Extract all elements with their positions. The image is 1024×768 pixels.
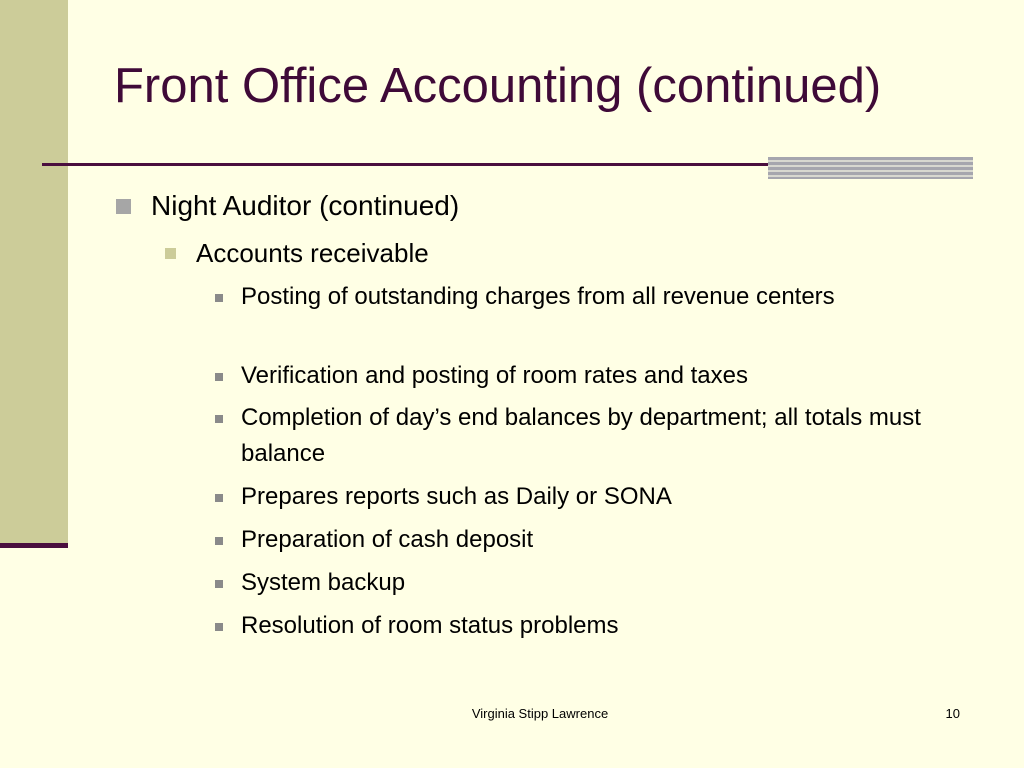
bullet-level3: [215, 400, 935, 472]
slide-number: 10: [945, 706, 960, 721]
square-bullet-icon: [215, 415, 223, 423]
bullet-text: Night Auditor (continued): [151, 190, 460, 221]
left-accent-bar: [0, 0, 68, 548]
bullet-level1: [116, 190, 459, 222]
square-bullet-icon: [215, 494, 223, 502]
footer-author: Virginia Stipp Lawrence: [471, 706, 609, 721]
square-bullet-icon: [215, 294, 223, 302]
square-bullet-icon: [215, 623, 223, 631]
square-bullet-icon: [165, 248, 176, 259]
bullet-level3: [215, 279, 935, 315]
bullet-text: Verification and posting of room rates and taxes: [241, 362, 748, 389]
bullet-level3: [215, 565, 935, 601]
bullet-level2: [165, 238, 429, 269]
bullet-level3: [215, 479, 935, 515]
square-bullet-icon: [215, 373, 223, 381]
bullet-level3: [215, 608, 935, 644]
slide-title: Front Office Accounting (continued): [114, 59, 882, 113]
bullet-text: System backup: [241, 569, 406, 596]
bullet-text: Prepares reports such as Daily or SONA: [241, 483, 672, 510]
title-divider-accent: [768, 157, 973, 179]
square-bullet-icon: [116, 199, 131, 214]
bullet-text: Completion of day’s end balances by department; all totals must balance: [241, 404, 921, 467]
bullet-text: Accounts receivable: [196, 238, 429, 268]
square-bullet-icon: [215, 580, 223, 588]
bullet-text: Resolution of room status problems: [241, 612, 619, 639]
title-divider: [42, 163, 772, 166]
bullet-level3: [215, 358, 935, 394]
bullet-level3: [215, 522, 935, 558]
left-accent-line: [0, 543, 68, 548]
bullet-text: Preparation of cash deposit: [241, 526, 534, 553]
square-bullet-icon: [215, 537, 223, 545]
bullet-text: Posting of outstanding charges from all revenue centers: [241, 283, 835, 310]
